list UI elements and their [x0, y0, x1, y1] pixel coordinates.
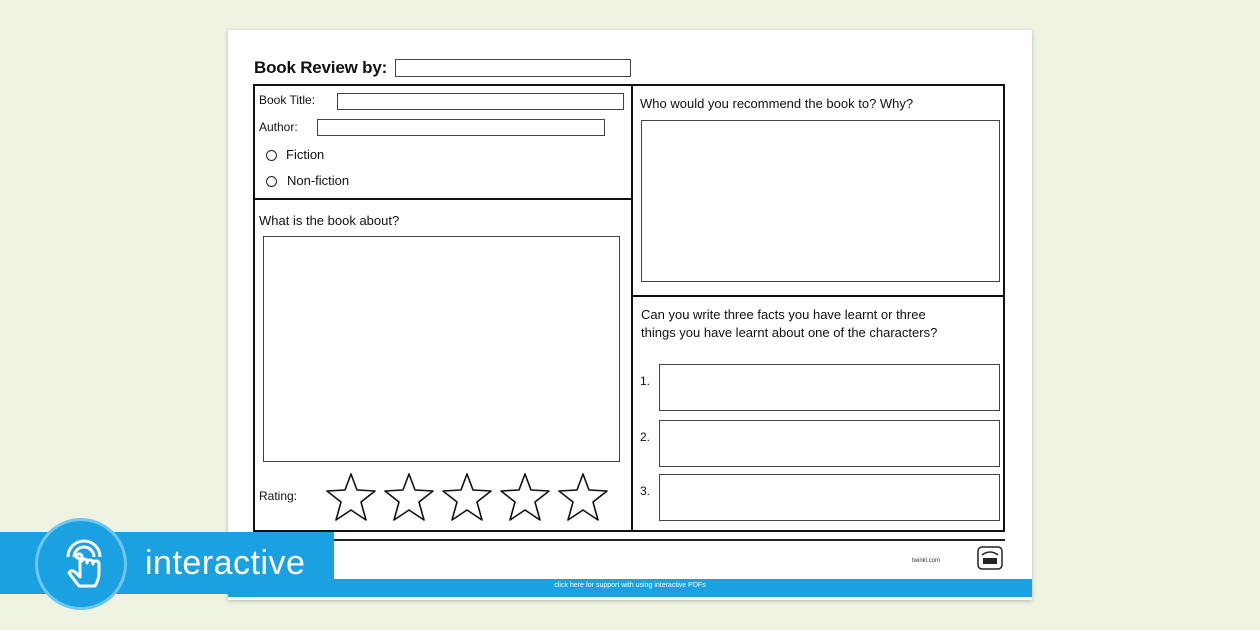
nonfiction-radio[interactable]	[266, 176, 277, 187]
fiction-radio[interactable]	[266, 150, 277, 161]
fiction-label: Fiction	[286, 147, 325, 162]
recommend-label: Who would you recommend the book to? Why?	[640, 96, 914, 111]
nonfiction-label: Non-fiction	[287, 173, 350, 188]
fact-field-3[interactable]	[659, 474, 1000, 521]
book-title-field[interactable]	[337, 93, 624, 110]
recommend-field[interactable]	[641, 120, 1000, 282]
interactive-badge-circle	[35, 518, 127, 610]
about-field[interactable]	[263, 236, 620, 462]
worksheet-page	[228, 30, 1032, 600]
left-divider	[255, 198, 631, 200]
footer-site-text: twinkl.com	[912, 558, 941, 564]
right-divider	[632, 295, 1005, 297]
rating-star-2[interactable]	[383, 472, 435, 522]
about-label: What is the book about?	[259, 213, 400, 228]
rating-star-4[interactable]	[499, 472, 551, 522]
footer-help-bar[interactable]	[228, 579, 1032, 597]
author-field[interactable]	[317, 119, 605, 136]
reviewer-name-field[interactable]	[395, 59, 631, 77]
rating-label: Rating:	[259, 489, 298, 503]
facts-label-line1: Can you write three facts you have learnt or three	[641, 307, 926, 322]
author-label: Author:	[259, 120, 298, 134]
page-title: Book Review by:	[254, 58, 388, 77]
fact-number-3: 3.	[640, 484, 651, 498]
fact-field-2[interactable]	[659, 420, 1000, 467]
fact-number-1: 1.	[640, 374, 651, 388]
footer-divider	[253, 539, 1005, 541]
interactive-badge-label: interactive	[145, 544, 306, 582]
header	[254, 58, 631, 78]
fact-number-2: 2.	[640, 430, 651, 444]
rating-star-5[interactable]	[557, 472, 609, 522]
logo-icon	[976, 545, 1004, 571]
review-frame	[253, 84, 1005, 532]
book-title-label: Book Title:	[259, 93, 316, 107]
touch-hand-icon	[54, 535, 114, 595]
facts-label-line2: things you have learnt about one of the characters?	[641, 325, 938, 340]
fact-field-1[interactable]	[659, 364, 1000, 411]
rating-star-3[interactable]	[441, 472, 493, 522]
rating-star-1[interactable]	[325, 472, 377, 522]
footer-help-text: click here for support with using interactive PDFs	[554, 582, 706, 589]
column-divider	[631, 86, 633, 530]
